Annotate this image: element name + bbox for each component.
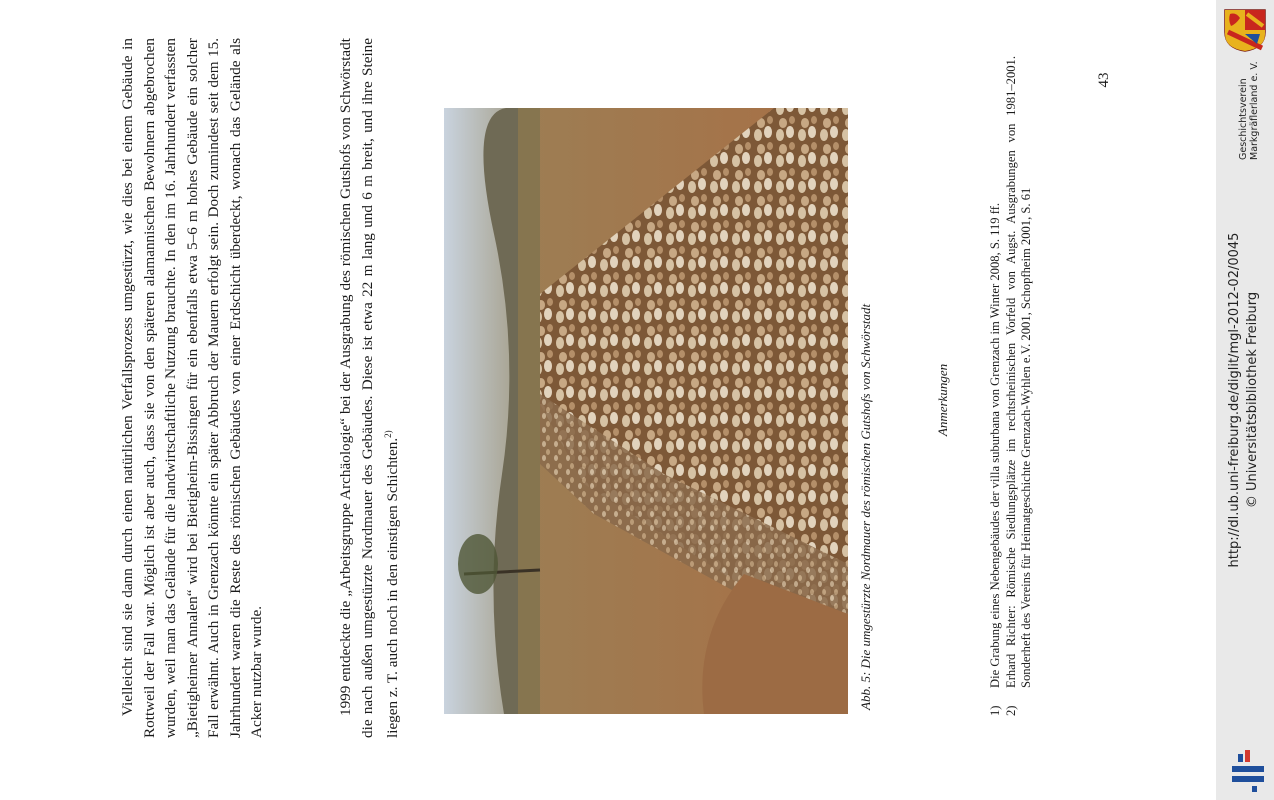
footnote-number: 1) (988, 705, 1002, 716)
figure-caption: Abb. 5: Die umgestürzte Nordmauer des römischen Gutshofs von Schwörstadt (858, 303, 873, 710)
footnote-item (988, 56, 1004, 716)
copyright-text: © Universitätsbibliothek Freiburg (1245, 291, 1260, 509)
footnote-text: Die Grabung eines Nebengebäudes der villa suburbana von Grenzach im Winter 2008, S. 119 ff. (988, 202, 1002, 688)
body-paragraph-2 (335, 38, 404, 738)
body-paragraph-1 (117, 38, 268, 738)
footnotes-list (988, 56, 1035, 716)
excavation-photo (444, 108, 848, 714)
society-line-2: Markgräflerland e. V. (1249, 61, 1260, 160)
source-url-link[interactable]: http://dl.ub.uni-freiburg.de/diglit/mgl-2012-02/0045 (1227, 232, 1242, 568)
paragraph-2-text: 1999 entdeckte die „Arbeitsgruppe Archäologie“ bei der Ausgrabung des römischen Gutshofs von Schwörstadt die nach außen umgestürzte Nordmauer des Gebäudes. Diese ist etwa 22 m lang und 6 m breit, und ihre Steine liegen z. T. auch noch in den einstigen Schichten. (337, 38, 402, 738)
society-line-1: Geschichtsverein (1238, 78, 1249, 160)
ub-freiburg-logo-icon (1228, 748, 1268, 794)
notes-heading: Anmerkungen (935, 363, 950, 437)
footnote-number: 2) (1003, 705, 1018, 716)
footnote-text: Erhard Richter: Römische Siedlungsplätze im rechtsrheinischen Vorfeld von Augst. Ausgrabungen von 1981–2001. Sonderheft des Vereins für Heimatgeschichte Grenzach-Wyhlen e.V. 2001, Schopfheim 2001, S. 61 (1003, 56, 1033, 688)
wall-rubble-image (444, 108, 848, 714)
footnote-item (1004, 56, 1035, 716)
paragraph-1-text: Vielleicht sind sie dann durch einen natürlichen Verfallsprozess umgestürzt, wie dies bei einem Gebäude in Rottweil der Fall war. Möglich ist aber auch, dass sie von den späteren alamannischen Bewohnern abgebrochen wurden, weil man das Gelände für die landwirtschaftliche Nutzung brauchte. In den im 16. Jahrhundert verfassten „Bietigheimer Annalen“ wird bei Bietigheim-Bissingen für ein ebenfalls etwa 5–6 m hohes Gebäude ein solcher Fall erwähnt. Auch in Grenzach könnte ein später Abbruch der Mauern erfolgt sein. Doch zumindest seit dem 15. Jahrhundert waren die Reste des römischen Gebäudes von einer Erdschicht überdeckt, wonach das Gelände als Acker nutzbar wurde. (119, 38, 265, 738)
source-info (1226, 0, 1262, 800)
page-number: 43 (1096, 72, 1112, 88)
footnote-ref[interactable]: 2) (383, 430, 393, 438)
